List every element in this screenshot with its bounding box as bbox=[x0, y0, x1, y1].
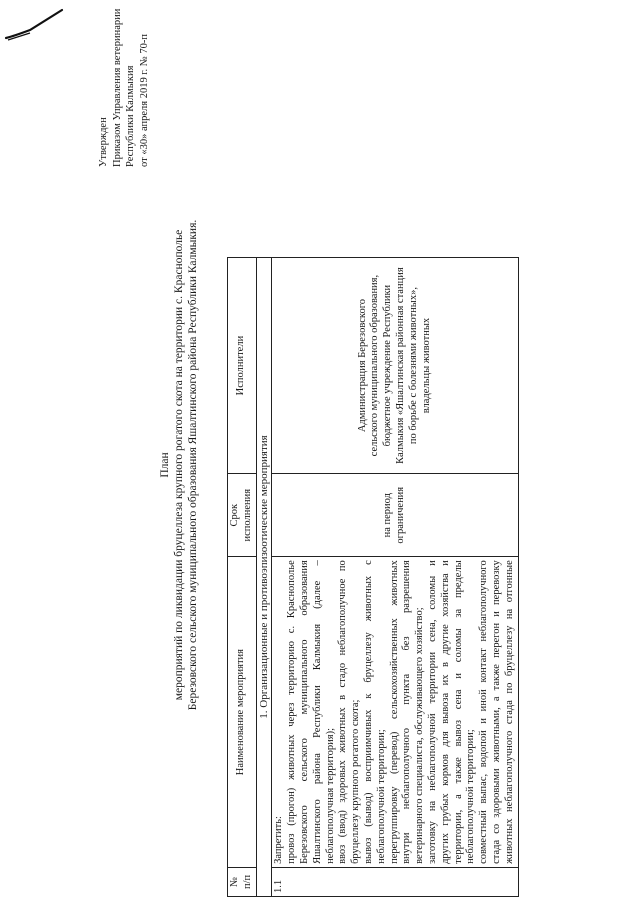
approval-line: Приказом Управления ветеринарии bbox=[111, 8, 123, 167]
executor-line: по борьбе с болезнями животных», bbox=[407, 287, 419, 445]
measure-line: ветеринарного специалиста, обслуживающего хозяйство; bbox=[414, 607, 426, 864]
measure-line: перегруппировку (перевод) сельскохозяйственных животных bbox=[388, 560, 400, 864]
header-num-line: п/п bbox=[241, 874, 253, 890]
section-title: 1. Организационные и противоэпизоотические мероприятия bbox=[256, 258, 272, 897]
row-measures bbox=[272, 557, 518, 868]
measure-line: животных неблагополучного стада по бруцеллезу на отгонные bbox=[503, 560, 515, 864]
table-header-row bbox=[228, 258, 257, 897]
measure-line: внутри неблагополучного пункта без разрешения bbox=[401, 560, 413, 864]
approval-block bbox=[97, 9, 151, 167]
approval-line: Республики Калмыкия bbox=[125, 65, 136, 167]
measure-line: Запретить: bbox=[273, 816, 285, 864]
approval-line: Утвержден bbox=[98, 117, 109, 167]
term-line: ограничения bbox=[394, 486, 406, 544]
row-number: 1.1 bbox=[272, 867, 518, 896]
measure-line: неблагополучная территория); bbox=[324, 727, 336, 864]
measure-line: заготовку на неблагополучной территории сена, соломы и bbox=[426, 560, 438, 864]
term-line: на период bbox=[382, 493, 394, 538]
measure-line: бруцеллезу крупного рогатого скота; bbox=[350, 699, 362, 864]
approval-line: от «30» апреля 2019 г. № 70-п bbox=[138, 34, 150, 167]
row-term bbox=[272, 474, 518, 557]
row-executors bbox=[272, 258, 518, 474]
header-num-line: № bbox=[229, 876, 240, 887]
measure-line: территории, а также вывоз сена и соломы за пределы bbox=[452, 560, 464, 864]
header-num bbox=[228, 867, 257, 896]
plan-table bbox=[227, 257, 519, 897]
section-row bbox=[256, 258, 272, 897]
document-title-line-1: мероприятий по ликвидации бруцеллеза крупного рогатого скота на территории с. Краснополье bbox=[173, 229, 185, 701]
executor-line: Калмыкия «Яшалтинская районная станция bbox=[394, 267, 406, 464]
executor-line: бюджетное учреждение Республики bbox=[382, 284, 394, 447]
measure-line: совместный выпас, водопой и иной контакт неблагополучного bbox=[478, 560, 490, 864]
document-heading: План bbox=[159, 452, 171, 478]
measure-line: других грубых кормов для вывоза их в другие хозяйства и bbox=[439, 560, 451, 864]
measure-line: Яшалтинского района Республики Калмыкия (далее – bbox=[311, 560, 323, 864]
executor-line: Администрация Березовского bbox=[356, 299, 368, 433]
header-term: Срок исполнения bbox=[228, 474, 257, 557]
table-row bbox=[272, 258, 518, 897]
header-name: Наименование мероприятия bbox=[228, 557, 257, 868]
measure-line: вывоз (вывод) восприимчивых к бруцеллезу животных с bbox=[362, 560, 374, 864]
measure-line: стада со здоровыми животными, а также перегон и перевозку bbox=[490, 560, 502, 864]
measure-line: провоз (прогон) животных через территорию с. Краснополье bbox=[286, 560, 298, 864]
executor-line: сельского муниципального образования, bbox=[369, 274, 381, 457]
measure-line: Березовского сельского муниципального образования bbox=[298, 560, 310, 864]
executor-line: владельцы животных bbox=[420, 317, 432, 414]
measure-line: неблагополучной территории; bbox=[465, 729, 477, 864]
measure-line: ввоз (ввод) здоровых животных в стадо неблагополучное по bbox=[337, 560, 349, 864]
document-title-line-2: Березовского сельского муниципального образования Яшалтинского района Республики Калмыкия. bbox=[187, 219, 199, 711]
measure-line: неблагополучной территории; bbox=[375, 729, 387, 864]
header-executors: Исполнители bbox=[228, 258, 257, 474]
